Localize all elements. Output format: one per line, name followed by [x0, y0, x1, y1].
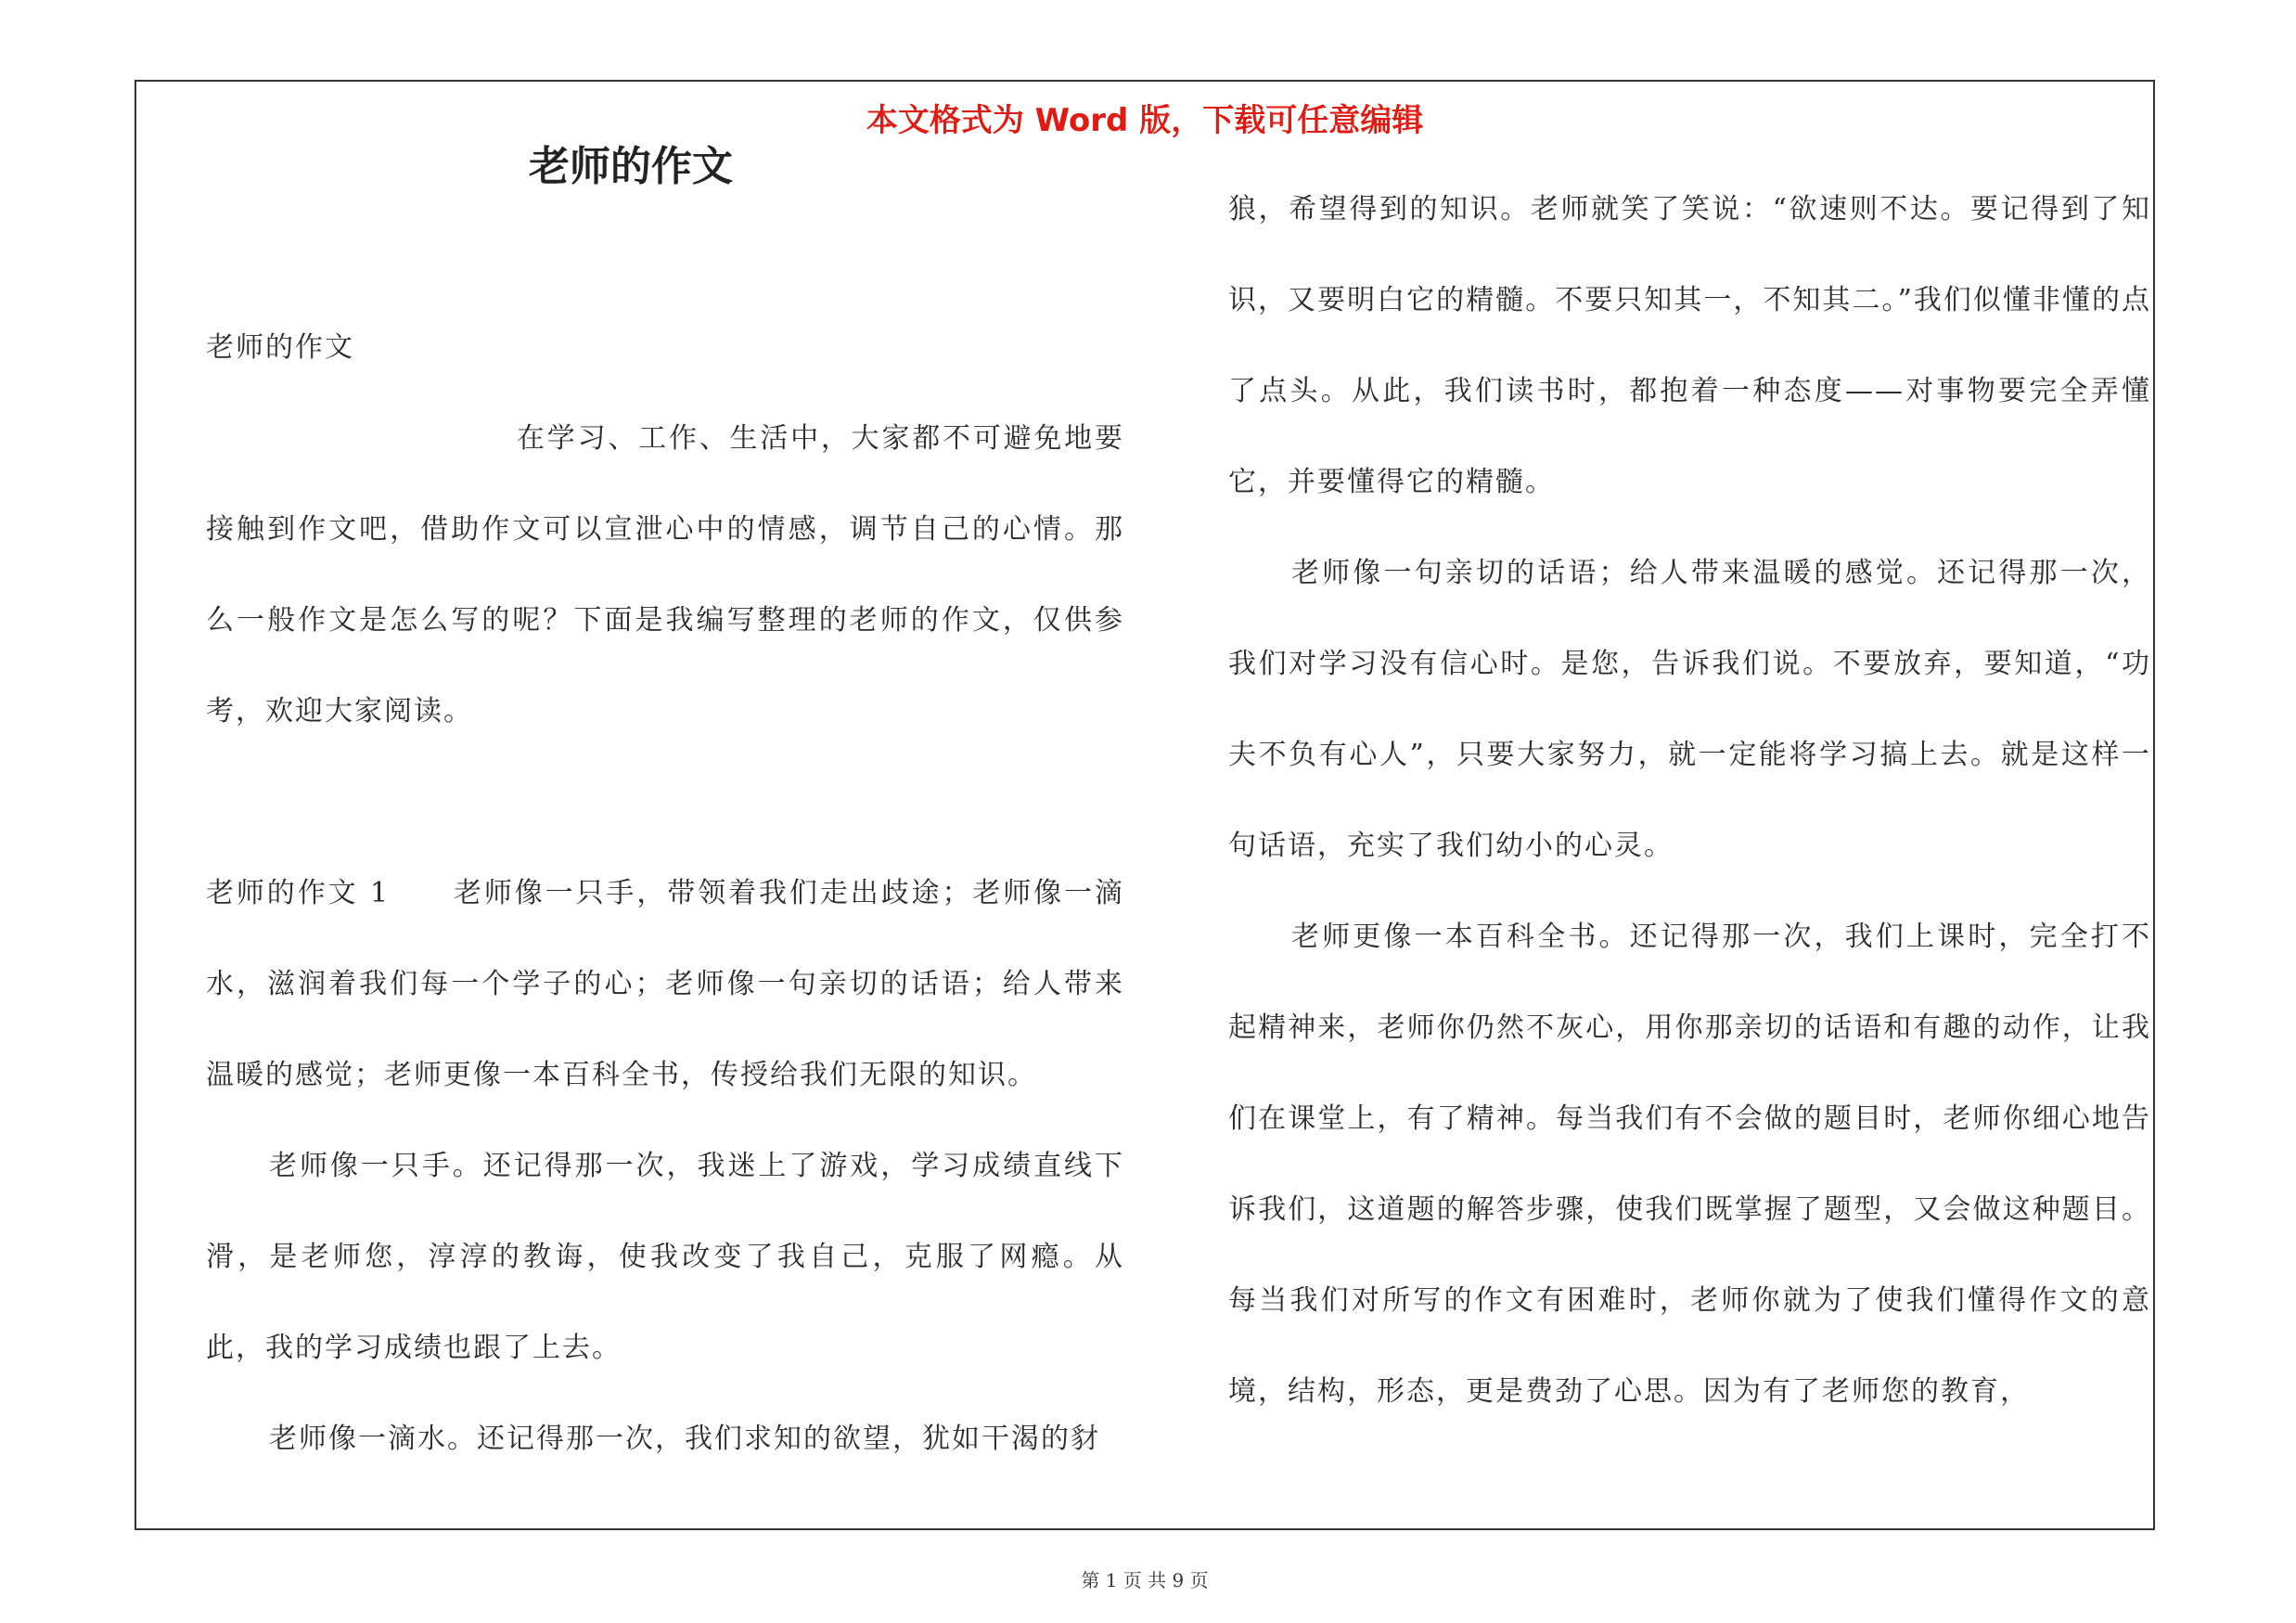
paragraph-words: 老师像一句亲切的话语；给人带来温暖的感觉。还记得那一次，我们对学习没有信心时。是您，告诉我们说。不要放弃，要知道，“功夫不负有心人”，只要大家努力，就一定能将学习搞上去。就是这样一句话语，充实了我们幼小的心灵。 — [1228, 557, 2151, 862]
essay-heading: 老师的作文 1 — [206, 877, 391, 909]
paragraph-encyclopedia: 老师更像一本百科全书。还记得那一次，我们上课时，完全打不起精神来，老师你仍然不灰心，用你那亲切的话语和有趣的动作，让我们在课堂上，有了精神。每当我们有不会做的题目时，老师你细心地告诉我们，这道题的解答步骤，使我们既掌握了题型，又会做这种题目。每当我们对所写的作文有困难时，老师你就为了使我们懂得作文的意境，结构，形态，更是费劲了心思。因为有了老师您的教育， — [1228, 921, 2151, 1408]
paragraph-continued: 狼，希望得到的知识。老师就笑了笑说：“欲速则不达。要记得到了知识，又要明白它的精髓。不要只知其一，不知其二。”我们似懂非懂的点了点头。从此，我们读书时，都抱着一种态度——对事物要完全弄懂它，并要懂得它的精髓。 — [1228, 193, 2151, 498]
intro-paragraph: 在学习、工作、生活中，大家都不可避免地要接触到作文吧，借助作文可以宣泄心中的情感，调节自己的心情。那么一般作文是怎么写的呢？下面是我编写整理的老师的作文，仅供参考，欢迎大家阅读。 — [206, 422, 1124, 728]
left-column — [206, 303, 1124, 1485]
page-number: 第 1 页 共 9 页 — [1081, 1569, 1209, 1591]
right-column — [1228, 164, 2151, 1437]
spacer — [206, 757, 1124, 848]
format-banner: 本文格式为 Word 版，下载可任意编辑 — [866, 102, 1424, 139]
document-title: 老师的作文 — [529, 143, 733, 190]
essay-1-text: 老师像一只手，带领着我们走出歧途；老师像一滴水，滋润着我们每一个学子的心；老师像一句亲切的话语；给人带来温暖的感觉；老师更像一本百科全书，传授给我们无限的知识。 — [206, 877, 1124, 1091]
paragraph-hand: 老师像一只手。还记得那一次，我迷上了游戏，学习成绩直线下滑，是老师您，淳淳的教诲，使我改变了我自己，克服了网瘾。从此，我的学习成绩也跟了上去。 — [206, 1150, 1124, 1364]
essay-1-paragraph — [206, 848, 1124, 1121]
paragraph-water: 老师像一滴水。还记得那一次，我们求知的欲望，犹如干渴的豺 — [269, 1423, 1100, 1455]
subtitle: 老师的作文 — [206, 331, 354, 364]
